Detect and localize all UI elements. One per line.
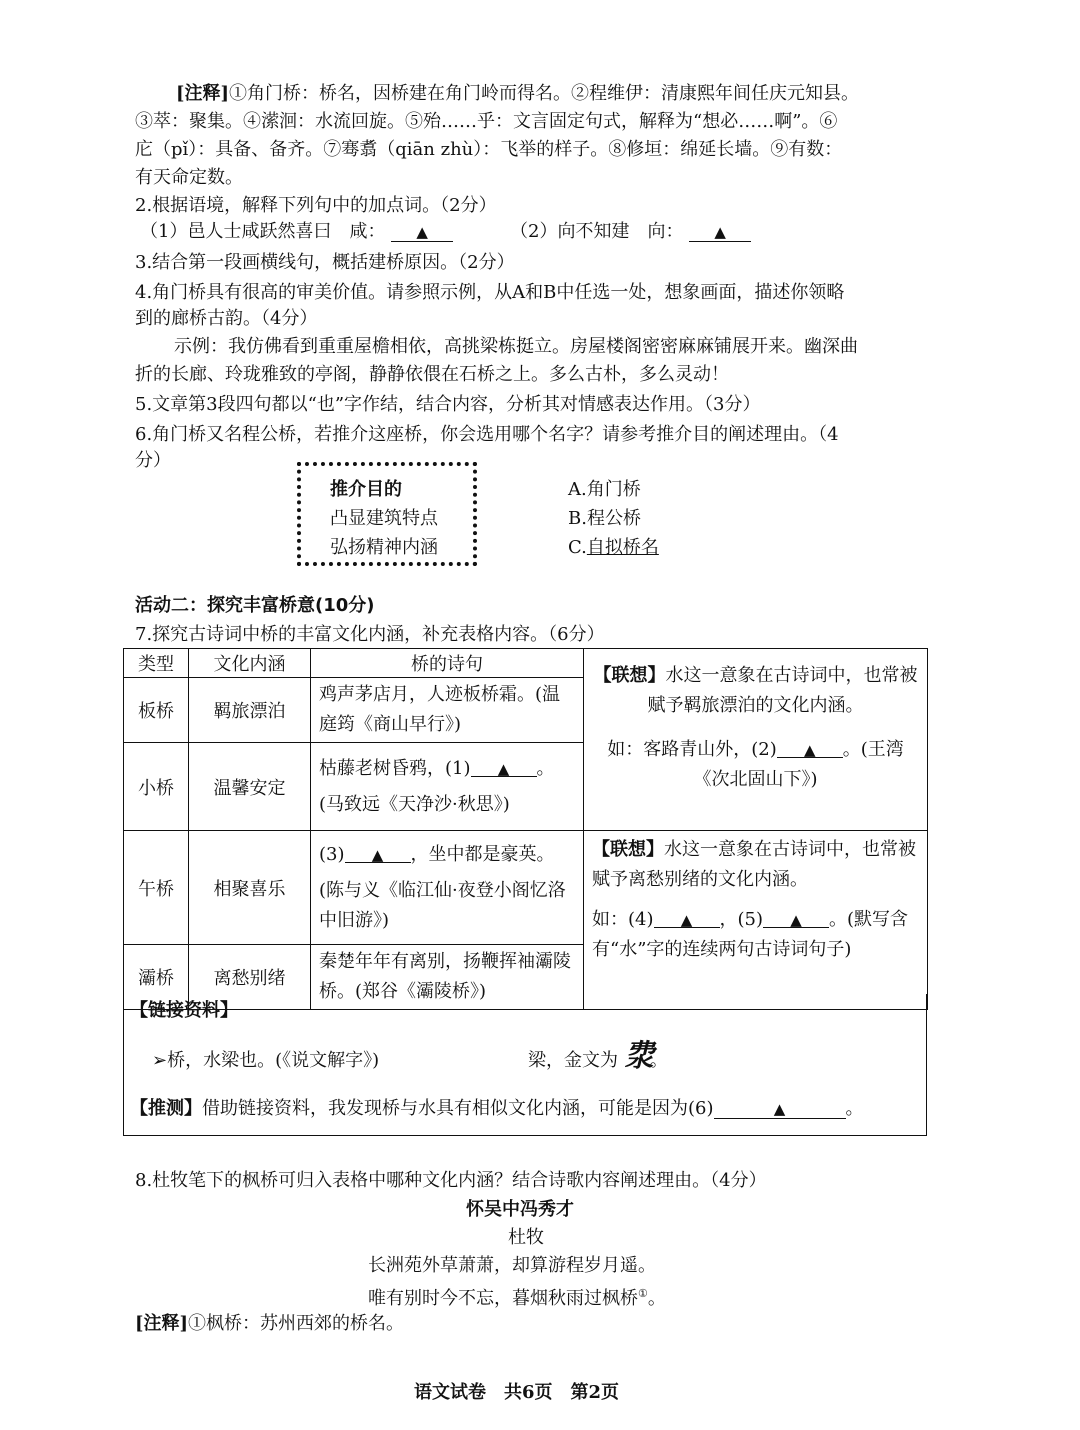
answer-blank[interactable]: ▲ (654, 905, 720, 928)
association-1: 【联想】水这一意象在古诗词中，也常被赋予羁旅漂泊的文化内涵。 如：客路青山外，(2) ▲ 。(王湾《次北固山下》) (584, 649, 928, 831)
notes-line-1: [注释]①角门桥：桥名，因桥建在角门岭而得名。②程维伊：清康熙年间任庆元知县。 (176, 83, 860, 104)
q6-line-2: 分） (135, 450, 171, 471)
culture-table (123, 648, 928, 1010)
box-item-1: 凸显建筑特点 (330, 508, 438, 529)
q4-example-2: 折的长廊、玲珑雅致的亭阁，静静依偎在石桥之上。多么古朴，多么灵动！ (135, 364, 729, 385)
table-header-row (124, 649, 928, 678)
activity-2-title: 活动二：探究丰富桥意(10分) (135, 595, 375, 616)
association-2: 【联想】水这一意象在古诗词中，也常被赋予离愁别绪的文化内涵。 如：(4) ▲ ，(5) ▲ 。(默写含有“水”字的连续两句古诗词句子) (584, 831, 928, 1010)
table-row: 小桥 温馨安定 枯藤老树昏鸦，(1) ▲ 。 (马致远《天净沙·秋思》) (124, 743, 928, 831)
answer-blank[interactable]: ▲ (471, 754, 537, 777)
notes-line-2: ③萃：聚集。④潆洄：水流回旋。⑤殆……乎：文言固定句式，解释为“想必……啊”。⑥ (135, 111, 838, 132)
q5-stem: 5.文章第3段四句都以“也”字作结，结合内容，分析其对情感表达作用。（3分） (135, 394, 761, 415)
header-meaning: 文化内涵 (189, 649, 311, 678)
poem-line-1: 长洲苑外草萧萧，却算游程岁月遥。 (368, 1255, 656, 1276)
bronze-script-glyph: 𣲴 (623, 1039, 650, 1074)
q2-item-2: （2）向不知建 向： ▲ (510, 219, 751, 245)
option-b: B.程公桥 (568, 508, 641, 529)
guess-line: 【推测】借助链接资料，我发现桥与水具有相似文化内涵，可能是因为(6) ▲ 。 (130, 1098, 864, 1119)
notes-line-3: 庀（pǐ）：具备、备齐。⑦骞翥（qiān zhù）：飞举的样子。⑧修垣：绵延长墙。⑨有数： (135, 139, 843, 160)
notes-line-4: 有天命定数。 (135, 167, 243, 188)
notes-label: [注释] (176, 83, 230, 104)
option-a: A.角门桥 (568, 479, 641, 500)
answer-blank[interactable]: ▲ (714, 1096, 846, 1119)
q2-item-1: （1）邑人士咸跃然喜曰 咸： ▲ (140, 219, 453, 245)
answer-blank[interactable]: ▲ (689, 219, 751, 242)
q8-note: [注释]①枫桥：苏州西郊的桥名。 (135, 1313, 405, 1334)
q2-stem: 2.根据语境，解释下列句中的加点词。（2分） (135, 195, 497, 216)
q4-line-2: 到的廊桥古韵。（4分） (135, 308, 318, 329)
header-poem: 桥的诗句 (311, 649, 584, 678)
q4-line-1: 4.角门桥具有很高的审美价值。请参照示例，从A和B中任选一处，想象画面，描述你领略 (135, 282, 845, 303)
q8-stem: 8.杜牧笔下的枫桥可归入表格中哪种文化内涵？结合诗歌内容阐述理由。（4分） (135, 1170, 767, 1191)
poem-author: 杜牧 (508, 1227, 544, 1248)
poem-line-2: 唯有别时今不忘，暮烟秋雨过枫桥①。 (368, 1287, 666, 1309)
page-footer: 语文试卷 共6页 第2页 (414, 1382, 620, 1403)
table-row: 午桥 相聚喜乐 (3) ▲ ，坐中都是豪英。 (陈与义《临江仙·夜登小阁忆洛中旧游》) 【联想】水这一意象在古诗词中，也常被赋予离愁别绪的文化内涵。 如：(4) ▲ ，(5) ▲ 。(默写含有“水”字的连续两句古诗词句子) (124, 831, 928, 945)
box-item-2: 弘扬精神内涵 (330, 537, 438, 558)
table-row: 板桥 羁旅漂泊 鸡声茅店月，人迹板桥霜。(温庭筠《商山早行》) (124, 678, 928, 743)
option-c: C.自拟桥名 (568, 537, 659, 558)
link-text-1: ➢桥，水梁也。(《说文解字》) (152, 1050, 380, 1071)
q6-line-1: 6.角门桥又名程公桥，若推介这座桥，你会选用哪个名字？请参考推介目的阐述理由。（4 (135, 424, 839, 445)
q3-stem: 3.结合第一段画横线句，概括建桥原因。（2分） (135, 252, 515, 273)
answer-blank[interactable]: ▲ (763, 905, 829, 928)
header-type: 类型 (124, 649, 189, 678)
poem-title: 怀吴中冯秀才 (466, 1199, 574, 1220)
answer-blank[interactable]: ▲ (345, 840, 411, 863)
answer-blank[interactable]: ▲ (777, 735, 843, 758)
q7-stem: 7.探究古诗词中桥的丰富文化内涵，补充表格内容。（6分） (135, 624, 605, 645)
box-title: 推介目的 (330, 479, 402, 500)
answer-blank[interactable]: ▲ (391, 219, 453, 242)
table-row: 灞桥 离愁别绪 秦楚年年有离别，扬鞭挥袖灞陵桥。(郑谷《灞陵桥》) (124, 945, 928, 1010)
link-label: 【链接资料】 (130, 1000, 238, 1021)
q4-example-1: 示例：我仿佛看到重重屋檐相依，高挑梁栋挺立。房屋楼阁密密麻麻铺展开来。幽深曲 (174, 336, 858, 357)
link-text-2: 梁，金文为 𣲴。 (528, 1039, 668, 1074)
